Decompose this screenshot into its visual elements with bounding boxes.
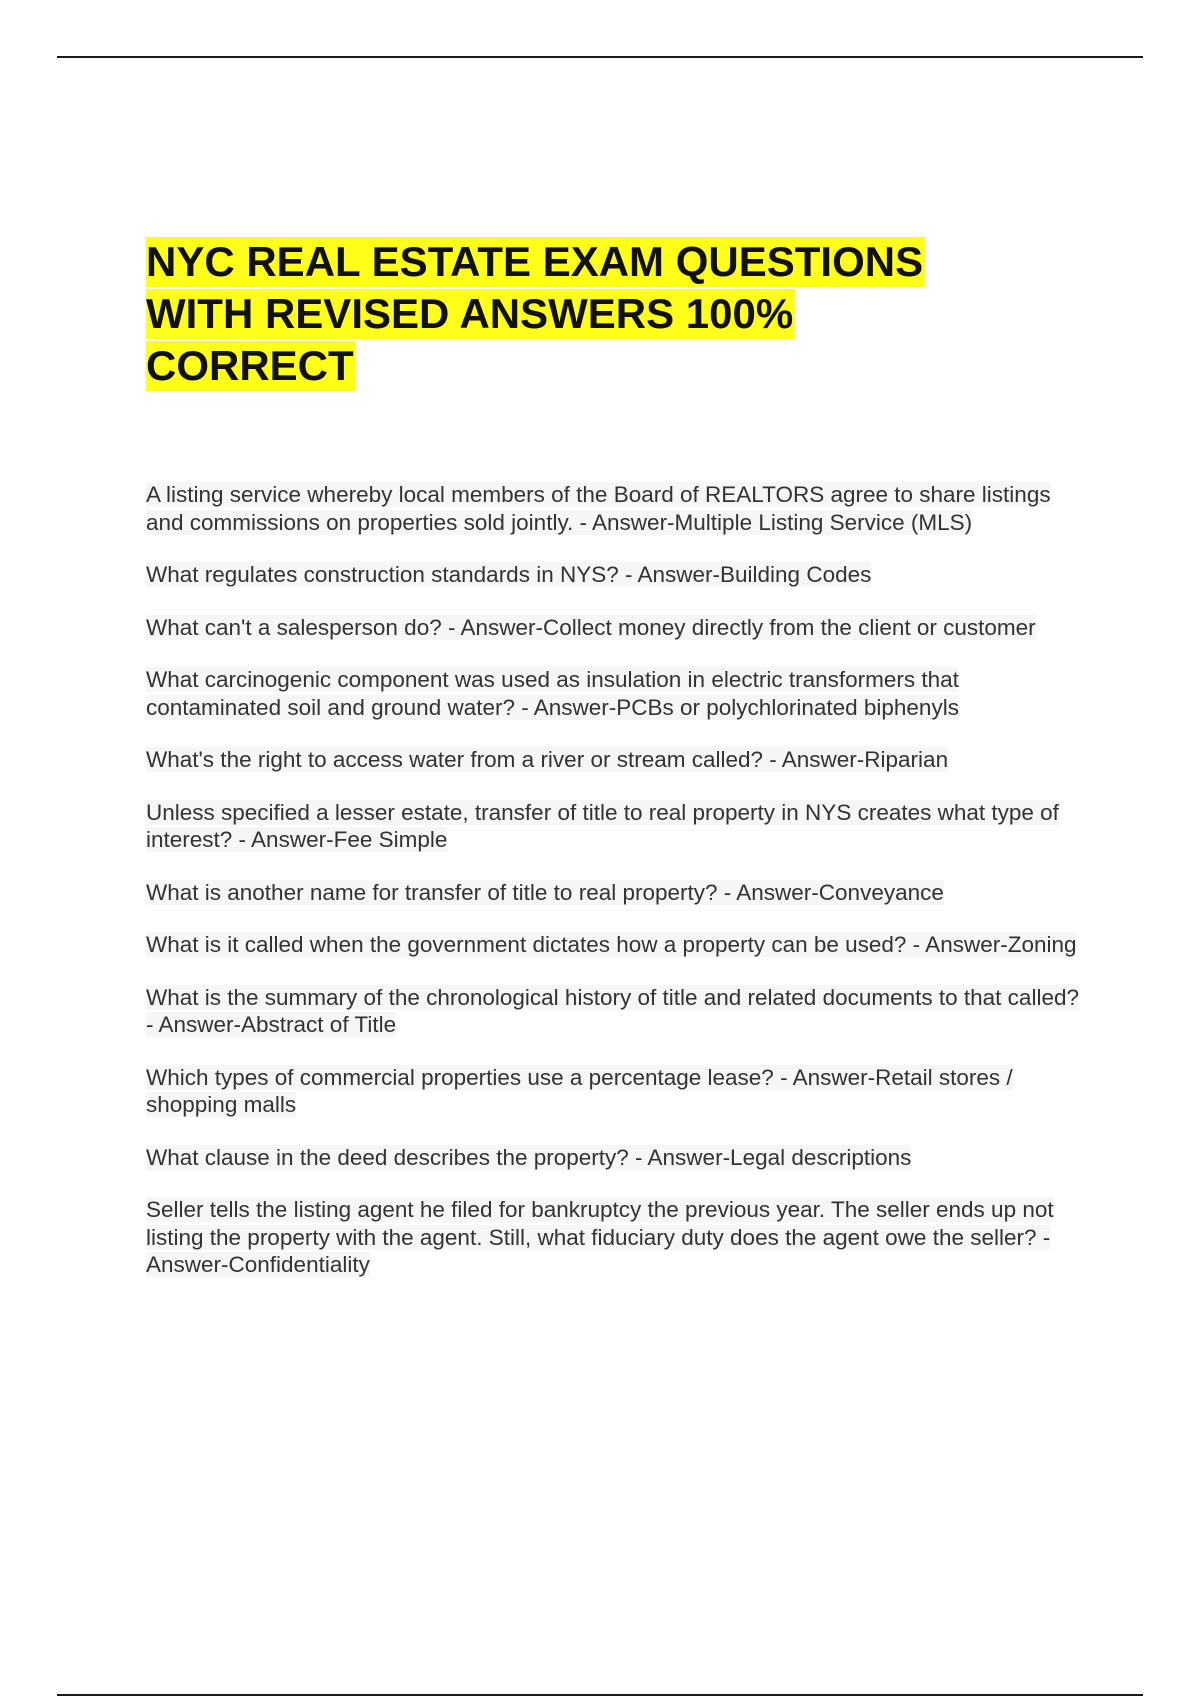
title-line: CORRECT: [146, 342, 354, 389]
qa-text: Seller tells the listing agent he filed for bankruptcy the previous year. The seller ends up not listing the property with the agent. Still, what fiduciary duty does the agent owe the seller? - Answer-Confidentiality: [146, 1197, 1054, 1277]
qa-item: [146, 879, 1086, 907]
qa-item: [146, 931, 1086, 959]
qa-item: [146, 984, 1086, 1039]
qa-item: [146, 1144, 1086, 1172]
qa-text: What regulates construction standards in NYS? - Answer-Building Codes: [146, 562, 872, 587]
title-line: NYC REAL ESTATE EXAM QUESTIONS: [146, 238, 924, 285]
qa-item: [146, 799, 1086, 854]
document-title-block: [146, 236, 1086, 392]
qa-item: [146, 1196, 1086, 1279]
qa-item: [146, 481, 1086, 536]
qa-text: What is another name for transfer of title to real property? - Answer-Conveyance: [146, 879, 944, 905]
question-answer-list: [146, 481, 1086, 1304]
qa-item: [146, 561, 1086, 589]
qa-text: Which types of commercial properties use a percentage lease? - Answer-Retail stores / shopping malls: [146, 1064, 1013, 1117]
title-line: WITH REVISED ANSWERS 100%: [146, 290, 794, 337]
qa-item: [146, 666, 1086, 721]
qa-item: [146, 614, 1086, 642]
top-divider: [57, 56, 1143, 58]
qa-item: [146, 746, 1086, 774]
qa-text: What clause in the deed describes the property? - Answer-Legal descriptions: [146, 1144, 912, 1170]
qa-text: What is the summary of the chronological history of title and related documents to that called? - Answer-Abstract of Title: [146, 984, 1079, 1037]
qa-text: Unless specified a lesser estate, transfer of title to real property in NYS creates what type of interest? - Answer-Fee Simple: [146, 799, 1059, 852]
qa-text: What is it called when the government dictates how a property can be used? - Answer-Zoning: [146, 932, 1077, 957]
bottom-divider: [57, 1694, 1143, 1696]
document-title: [146, 236, 1086, 392]
qa-text: What carcinogenic component was used as insulation in electric transformers that contaminated soil and ground water? - Answer-PCBs or polychlorinated biphenyls: [146, 667, 959, 720]
qa-text: A listing service whereby local members of the Board of REALTORS agree to share listings and commissions on properties sold jointly. - Answer-Multiple Listing Service (MLS): [146, 482, 1051, 535]
qa-item: [146, 1064, 1086, 1119]
qa-text: What can't a salesperson do? - Answer-Collect money directly from the client or customer: [146, 614, 1036, 640]
qa-text: What's the right to access water from a river or stream called? - Answer-Riparian: [146, 747, 949, 772]
